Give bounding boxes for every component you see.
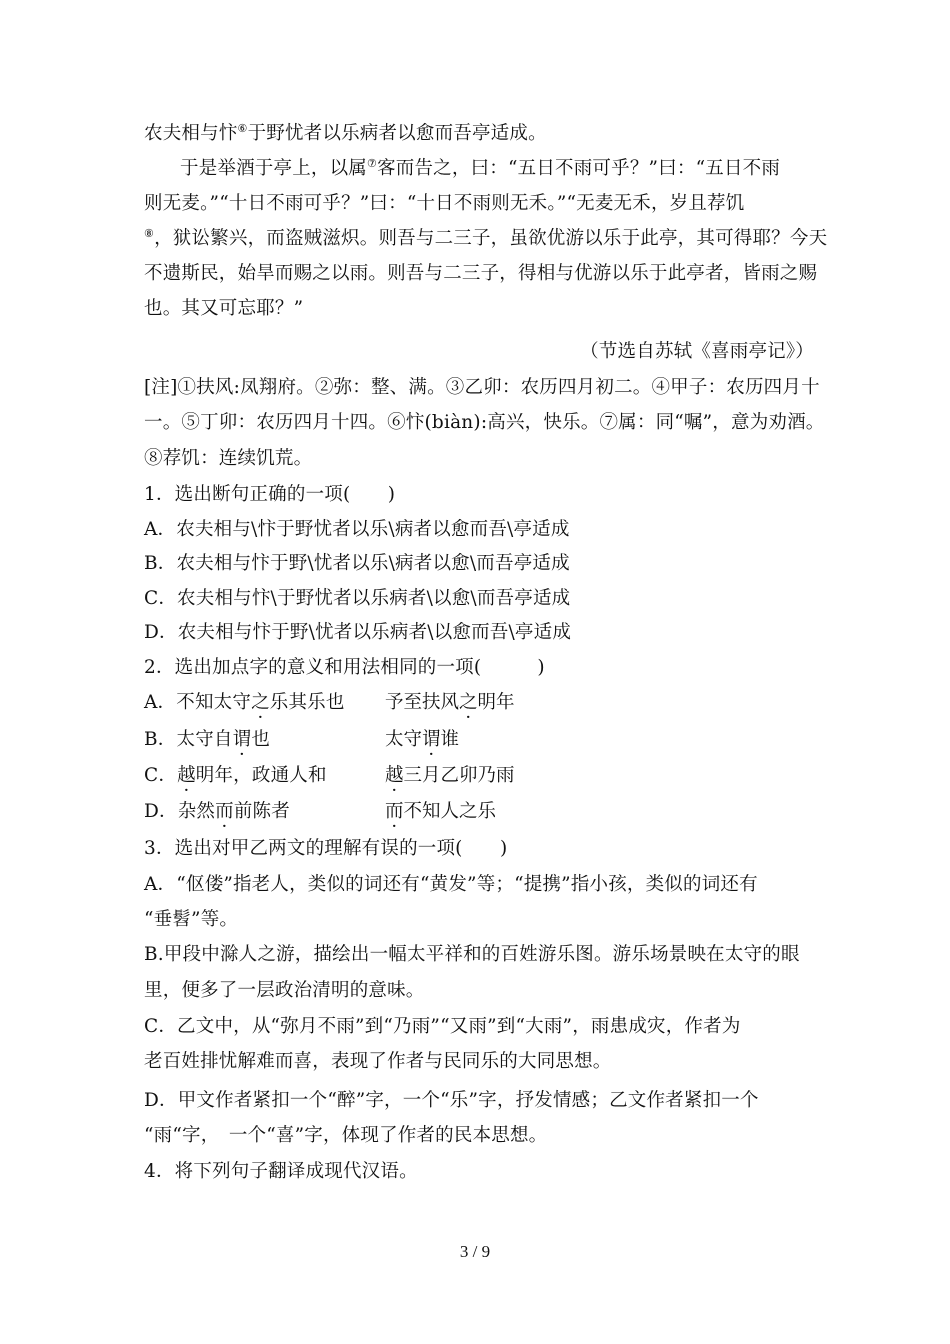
question-3-stem: 3．选出对甲乙两文的理解有误的一项( ) [144, 838, 508, 859]
notes-line: 一。⑤丁卯：农历四月十四。⑥忭(biàn):高兴，快乐。⑦属：同“嘱”，意为劝酒。 [144, 412, 825, 433]
question-2-option-d-compare: 而不知人之乐 [385, 801, 497, 822]
question-1-option-d: D．农夫相与忭于野\忧者以乐病者\以愈而吾\亭适成 [144, 622, 572, 643]
question-3-option-d: D．甲文作者紧扣一个“醉”字，一个“乐”字，抒发情感；乙文作者紧扣一个 [144, 1090, 759, 1111]
question-3-option-c: C．乙文中，从“弥月不雨”到“乃雨”“又雨”到“大雨”，雨患成灾，作者为 [144, 1016, 741, 1037]
passage-line: ⑧，狱讼繁兴，而盗贼滋炽。则吾与二三子，虽欲优游以乐于此亭，其可得耶？今天 [144, 226, 828, 249]
question-3-option-b-cont: 里，便多了一层政治清明的意味。 [144, 980, 425, 1001]
question-1-stem: 1．选出断句正确的一项( ) [144, 484, 396, 505]
question-3-option-d-cont: “雨“字， 一个“喜”字，体现了作者的民本思想。 [144, 1125, 548, 1146]
question-2-option-c: C．越明年，政通人和 [144, 765, 327, 786]
notes-line: [注]①扶风:凤翔府。②弥：整、满。③乙卯：农历四月初二。④甲子：农历四月十 [144, 377, 820, 398]
question-1-option-a: A．农夫相与\忭于野忧者以乐\病者以愈而吾\亭适成 [144, 519, 570, 540]
passage-line: 农夫相与忭⑥于野忧者以乐病者以愈而吾亭适成。 [144, 121, 547, 144]
question-2-option-b-compare: 太守谓谁 [385, 729, 460, 750]
question-1-option-c: C．农夫相与忭\于野忧者以乐病者\以愈\而吾亭适成 [144, 588, 571, 609]
question-2-stem: 2．选出加点字的意义和用法相同的一项( ) [144, 657, 545, 678]
question-2-option-a-compare: 予至扶风之明年 [385, 692, 515, 713]
passage-line: 则无麦。”“十日不雨可乎？”曰：“十日不雨则无禾。”“无麦无禾，岁且荐饥 [144, 193, 745, 214]
question-3-option-c-cont: 老百姓排忧解难而喜，表现了作者与民同乐的大同思想。 [144, 1051, 612, 1072]
passage-line: 于是举酒于亭上，以属⑦客而告之，曰：“五日不雨可乎？”曰：“五日不雨 [180, 156, 781, 179]
question-2-option-c-compare: 越三月乙卯乃雨 [385, 765, 515, 786]
passage-line: 也。其又可忘耶？” [144, 298, 304, 319]
notes-line: ⑧荐饥：连续饥荒。 [144, 448, 313, 469]
question-3-option-b: B.甲段中滁人之游，描绘出一幅太平祥和的百姓游乐图。游乐场景映在太守的眼 [144, 944, 800, 965]
passage-source: （节选自苏轼《喜雨亭记》） [580, 341, 814, 362]
page-number: 3 / 9 [459, 1242, 491, 1261]
question-1-option-b: B．农夫相与忭于野\忧者以乐\病者以愈\而吾亭适成 [144, 553, 570, 574]
question-2-option-b: B．太守自谓也 [144, 729, 271, 750]
question-2-option-a: A．不知太守之乐其乐也 [144, 692, 345, 713]
question-3-option-a: A．“伛偻”指老人，类似的词还有“黄发”等；“提携”指小孩，类似的词还有 [144, 874, 758, 895]
question-4-stem: 4．将下列句子翻译成现代汉语。 [144, 1161, 418, 1182]
question-2-option-d: D．杂然而前陈者 [144, 801, 290, 822]
question-3-option-a-cont: “垂髫”等。 [144, 909, 239, 930]
passage-line: 不遗斯民，始旱而赐之以雨。则吾与二三子，得相与优游以乐于此亭者，皆雨之赐 [144, 263, 818, 284]
